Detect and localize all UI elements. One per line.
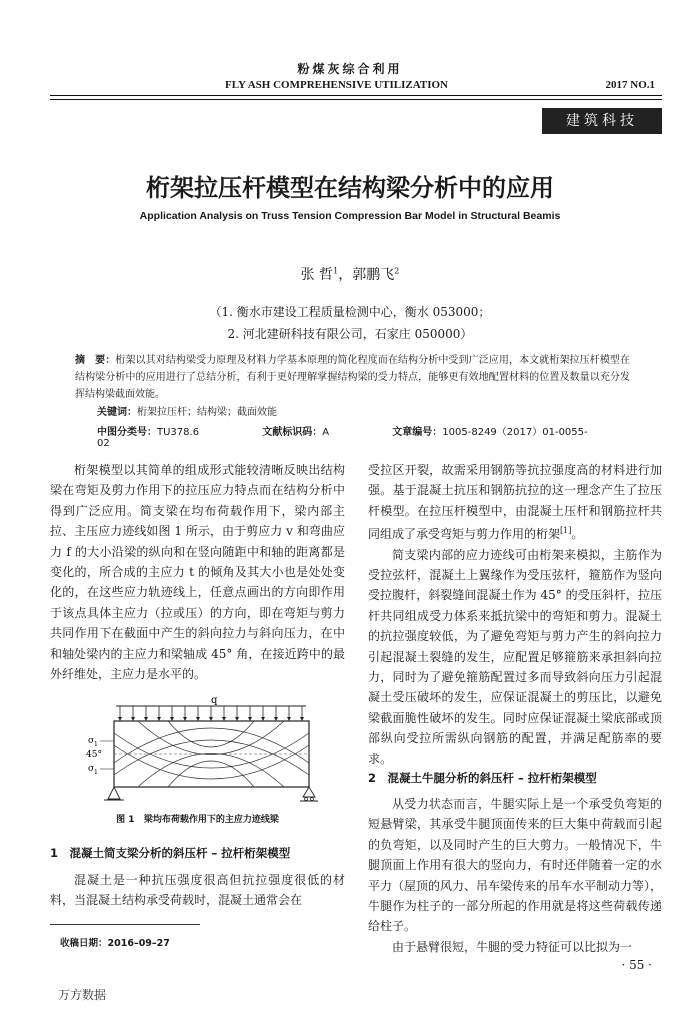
- fig-sigma-bottom: σ: [88, 764, 95, 774]
- authors: [0, 264, 700, 284]
- keywords-label: 关键词：: [97, 407, 137, 418]
- citation-ref: [1]: [560, 526, 572, 536]
- affiliation-2: 2. 河北建研科技有限公司，石家庄 050000）: [227, 327, 473, 341]
- fig-angle-label: 45°: [86, 750, 102, 760]
- right-column-top: [368, 460, 662, 769]
- doc-value: A: [322, 427, 330, 438]
- author-2-sup: 2: [394, 266, 400, 276]
- author-2: ，郭鹏飞: [338, 267, 395, 283]
- figure-1-diagram: [78, 693, 328, 808]
- affiliation-1: （1. 衡水市建设工程质量检测中心，衡水 053000；: [209, 305, 491, 319]
- paragraph: 从受力状态而言，牛腿实际上是一个承受负弯矩的短悬臂梁，其承受牛腿顶面传来的巨大集中荷载而引起的负弯矩，以及同时产生的巨大剪力。一般情况下，牛腿顶面上作用有很大的竖向力，有时还伴随着一定的水平力（屋顶的风力、吊车梁传来的吊车水平制动力等），牛腿作为柱子的一部分所起的作用就是将这些荷载传递给柱子。: [368, 797, 663, 934]
- left-column-intro: [50, 460, 345, 684]
- article-title-en: Application Analysis on Truss Tension Compression Bar Model in Structural Beamis: [139, 210, 561, 222]
- journal-title-en: FLY ASH COMPREHENSIVE UTILIZATION: [225, 79, 449, 91]
- paragraph: 桁架模型以其简单的组成形式能较清晰反映出结构梁在弯矩及剪力作用下的拉压应力特点而在结构分析中得到广泛应用。简支梁在均布荷载作用下，梁内部主拉、主压应力迹线如图 1 所示，由于剪应力 v 和弯曲应力 f 的大小沿梁的纵向和在竖向随距中和轴的距离都是变化的，所合成的主应力 t 的倾角及其大小也是处处变化的，在这些应力轨迹线上，任意点画出的方向即作用于该点具体主应力（拉或压）的方向，即在弯矩与剪力共同作用下在截面中产生的斜向拉力与斜向压力，在中和轴处梁内的主应力和梁轴成 45° 角，在接近跨中的最外纤维处，主应力是水平的。: [50, 463, 345, 682]
- paragraph-text: 受拉区开裂，故需采用钢筋等抗拉强度高的材料进行加强。基于混凝土抗压和钢筋抗拉的这一理念产生了拉压杆模型。在拉压杆模型中，由混凝土压杆和钢筋拉杆共同组成了承受弯矩与剪力作用的桁架: [368, 463, 662, 542]
- paragraph: [368, 460, 662, 545]
- abstract-label: 摘 要：: [75, 355, 116, 366]
- author-1-sup: 1: [333, 266, 339, 276]
- paragraph: 简支梁内部的应力迹线可由桁架来模拟，主筋作为受拉弦杆，混凝土上翼缘作为受压弦杆，箍筋作为竖向受拉腹杆，斜裂缝间混凝土作为 45° 的受压斜杆，拉压杆共同组成受力体系来抵抗梁中的弯矩和剪力。混凝土的抗拉强度较低，为了避免弯矩与剪力产生的斜向拉力引起混凝土裂缝的发生，应配置足够箍筋来承担斜向拉力，同时为了避免箍筋配置过多而导致斜向压力引起混凝土受压破坏的发生，应保证混凝土的剪压比，以避免梁截面脆性破坏的发生。同时应保证混凝土梁底部或顶部纵向受拉所需纵向钢筋的配置，并满足配筋率的要求。: [368, 547, 662, 766]
- header-rule-thin: [50, 99, 662, 100]
- doc-label: 文献标识码：: [262, 427, 323, 438]
- figure-1-caption: [50, 812, 345, 825]
- fig-sigma-top-sub: 1: [94, 741, 98, 748]
- classification-row: [97, 423, 637, 449]
- right-column-section-2: [368, 794, 662, 957]
- left-column-section-1: [50, 870, 345, 911]
- abstract: [75, 352, 630, 403]
- figure-caption-text: 梁均布荷载作用下的主应力迹线梁: [143, 815, 279, 825]
- header-rule: [50, 95, 662, 96]
- keywords-text: 桁架拉压杆；结构梁；截面效能: [137, 407, 277, 418]
- footnote-rule: [50, 924, 200, 925]
- section-heading-1: 1 混凝土简支梁分析的斜压杆 – 拉杆桁架模型: [50, 846, 291, 860]
- author-1: 张 哲: [300, 267, 334, 283]
- journal-title-cn: 粉煤灰综合利用: [297, 62, 403, 76]
- paragraph: 混凝土是一种抗压强度很高但抗拉强度很低的材料，当混凝土结构承受荷载时，混凝土通常会在: [50, 873, 345, 908]
- article-title: 桁架拉压杆模型在结构梁分析中的应用: [146, 174, 554, 202]
- abstract-text: 桁架以其对结构梁受力原理及材料力学基本原理的简化程度而在结构分析中受到广泛应用，本文就桁架拉压杆模型在结构梁分析中的应用进行了总结分析，有利于更好理解掌握结构梁的受力特点，能够更有效地配置材料的位置及数量以充分发挥结构梁截面效能。: [75, 355, 631, 400]
- fig-sigma-top: σ: [88, 736, 95, 746]
- watermark: 万方数据: [58, 988, 107, 1002]
- paragraph-end: 。: [571, 527, 584, 542]
- artno-value: 1005-8249（2017）01-0055-02: [97, 427, 588, 449]
- artno-label: 文章编号：: [392, 427, 443, 438]
- page-number: · 55 ·: [621, 958, 652, 972]
- received-date: 收稿日期：2016–09–27: [60, 938, 170, 949]
- clc-value: TU378.6: [157, 427, 200, 438]
- doc-code: [262, 427, 359, 438]
- clc: [97, 427, 229, 438]
- clc-label: 中图分类号：: [97, 427, 157, 438]
- section-tag: 建筑科技: [542, 108, 662, 134]
- fig-sigma-bottom-sub: 1: [94, 769, 98, 776]
- journal-issue: 2017 NO.1: [605, 79, 655, 91]
- fig-load-label: q: [211, 695, 218, 706]
- keywords: [97, 403, 277, 418]
- paragraph: 由于悬臂很短，牛腿的受力特征可以比拟为一: [392, 939, 633, 954]
- figure-caption-number: 图 1: [116, 815, 135, 825]
- section-heading-2: 2 混凝土牛腿分析的斜压杆 – 拉杆桁架模型: [368, 771, 597, 785]
